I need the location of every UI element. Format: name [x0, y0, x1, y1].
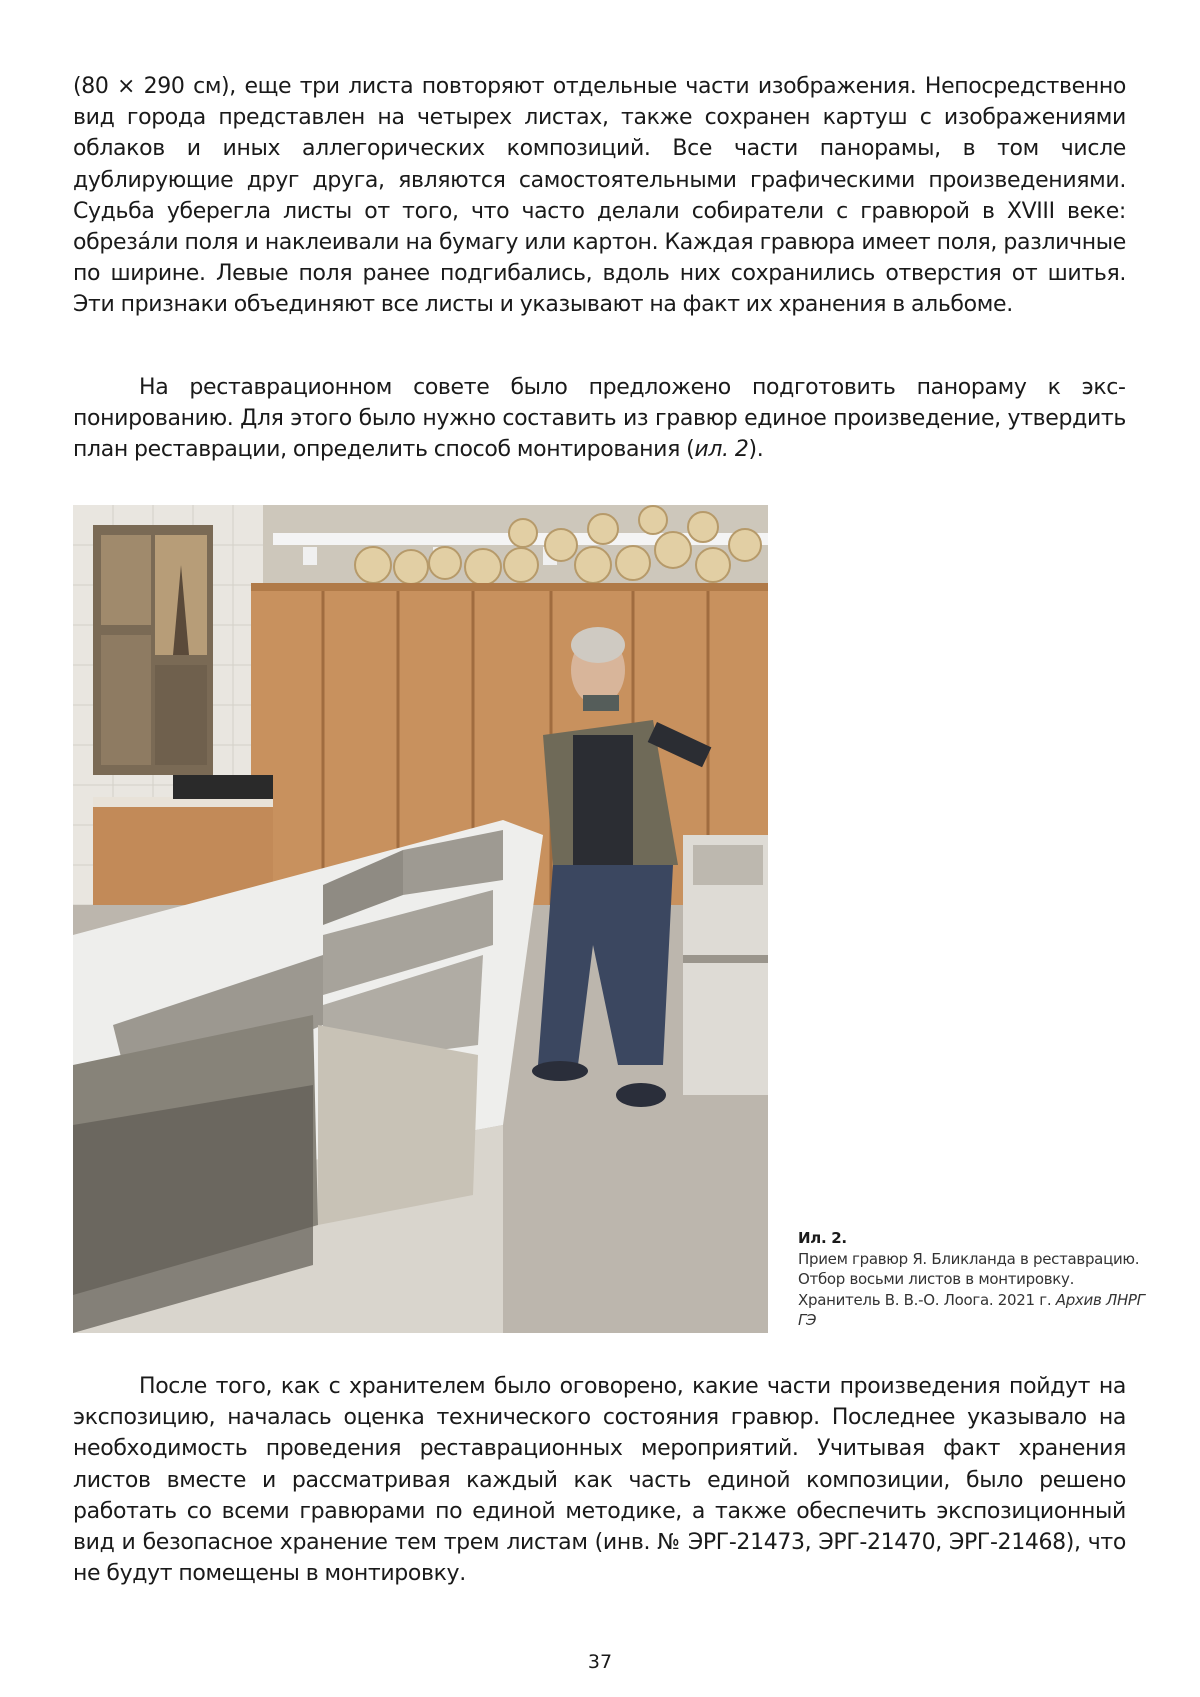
body-paragraph-1	[73, 71, 1126, 321]
figure-caption	[798, 1228, 1148, 1330]
paragraph-3-text: После того, как с хранителем было оговорено, какие части произведения пойдут на экспозицию, началась оценка технического состояния гравюр. Последнее указывало на необходимость проведения реставрационных мероприятий. Учитывая факт хранения листов вместе и рассматривая каждый как часть единой композиции, было решено работать со всеми гравюрами по единой методике, а также обеспечить экспозиционный вид и безопасное хранение тем трем листам (инв. № ЭРГ-21473, ЭРГ-21470, ЭРГ-21468), что не будут помещены в монтировку.	[73, 1374, 1126, 1587]
paragraph-1-text: (80 × 290 см), еще три листа повторяют отдельные части изображения. Непосредственно вид города представлен на четырех листах, также сохранен картуш с изображениями облаков и иных аллегорических композиций. Все части панорамы, в том числе дублирующие друг друга, являются самостоятельными графическими произведениями. Судьба уберегла листы от того, что часто делали собиратели с гравюрой в XVIII веке: обрезáли поля и наклеивали на бумагу или картон. Каждая гравюра имеет поля, различные по ширине. Левые поля ранее подгибались, вдоль них сохранились отверстия от шитья. Эти признаки объединяют все листы и указывают на факт их хранения в альбоме.	[73, 74, 1126, 318]
restoration-room-photo	[73, 505, 768, 1333]
body-paragraph-3	[73, 1371, 1126, 1589]
figure-label: Ил. 2.	[798, 1229, 847, 1247]
figure-reference: ил. 2	[694, 437, 749, 463]
figure-caption-source: Архив ЛНРГ ГЭ	[798, 1290, 1145, 1329]
paragraph-2-end: ).	[748, 437, 764, 463]
figure-caption-text: Прием гравюр Я. Бликланда в реставрацию. Отбор восьми листов в монтировку. Хранитель В. В.-О. Лоога. 2021 г.	[798, 1250, 1140, 1309]
paragraph-2-text: На реставрационном совете было предложено подготовить панораму к экспонированию. Для этого было нужно составить из гравюр единое произведение, утвердить план реставрации, определить способ монтирования (	[73, 375, 1126, 463]
body-paragraph-2	[73, 372, 1126, 466]
figure-photo	[73, 505, 768, 1333]
page-number: 37	[587, 1651, 613, 1673]
